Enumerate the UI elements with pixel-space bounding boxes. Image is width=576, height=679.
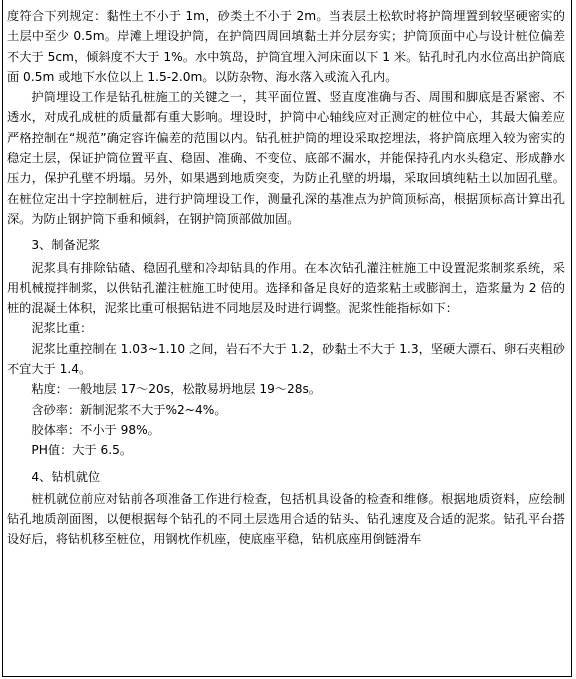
item-colloid-rate: 胶体率：不小于 98%。 [31,422,160,437]
document-body [7,6,565,550]
section-heading-rig-positioning: 4、钻机就位 [31,469,101,484]
item-viscosity: 粘度：一般地层 17～20s，松散易坍地层 19～28s。 [31,382,322,397]
paragraph-casing-depth: 度符合下列规定：黏性土不小于 1m，砂类土不小于 2m。当表层土松软时将护筒埋置到较坚硬密实的土层中至少 0.5m。岸滩上埋设护筒，在护筒四周回填黏土并分层夯实；护筒顶面中心与设计桩位偏差不大于 5cm，倾斜度不大于 1%。水中筑岛，护筒宜埋入河床面以下 1 米。钻孔时孔内水位高出护筒底面 0.5m 或地下水位以上 1.5-2.0m。以防杂物、海水落入或流入孔内。 [7,9,565,84]
paragraph-mud-density: 泥浆比重控制在 1.03~1.10 之间，岩石不大于 1.2，砂黏土不大于 1.3，坚硬大漂石、卵石夹粗砂不宜大于 1.4。 [7,341,565,377]
paragraph-casing-installation: 护筒埋设工作是钻孔桩施工的关键之一，其平面位置、竖直度准确与否、周围和脚底是否紧密、不透水，对成孔成桩的质量都有重大影响。埋设时，护筒中心轴线应对正测定的桩位中心，其最大偏差应严格控制在“规范”确定容许偏差的范围以内。钻孔桩护筒的埋设采取挖埋法，将护筒底埋入较为密实的稳定土层，保证护筒位置平直、稳固、准确、不变位、底部不漏水，并能保持孔内水头稳定、形成静水压力，保护孔壁不坍塌。另外，如果遇到地质突变，为防止孔壁的坍塌，采取回填纯粘土以加固孔壁。在桩位定出十字控制桩后，进行护筒埋设工作，测量孔深的基准点为护筒顶标高，根据顶标高计算出孔深。为防止钢护筒下垂和倾斜，在钢护筒顶部做加固。 [7,90,565,226]
paragraph-rig-positioning: 桩机就位前应对钻前各项准备工作进行检查，包括机具设备的检查和维修。根据地质资料，应绘制钻孔地质剖面图，以便根据每个钻孔的不同土层选用合适的钻头、钻孔速度及合适的泥浆。钻孔平台搭设好后，将钻机移至桩位，用钢枕作机座，使底座平稳，钻机底座用倒链滑车 [7,491,565,547]
sub-heading-mud-density: 泥浆比重： [31,321,93,336]
paragraph-mud-function: 泥浆具有排除钻碴、稳固孔壁和冷却钻具的作用。在本次钻孔灌注桩施工中设置泥浆制浆系统，采用机械搅拌制浆，以供钻孔灌注桩施工时使用。选择和备足良好的造浆粘土或膨润土，造浆量为 2 倍的桩的混凝土体积，泥浆比重可根据钻进不同地层及时进行调整。泥浆性能指标如下： [7,260,565,316]
item-sand-content: 含砂率：新制泥浆不大于%2~4%。 [31,402,227,417]
item-ph-value: PH值：大于 6.5。 [31,443,133,458]
section-heading-mud: 3、制备泥浆 [31,238,101,253]
